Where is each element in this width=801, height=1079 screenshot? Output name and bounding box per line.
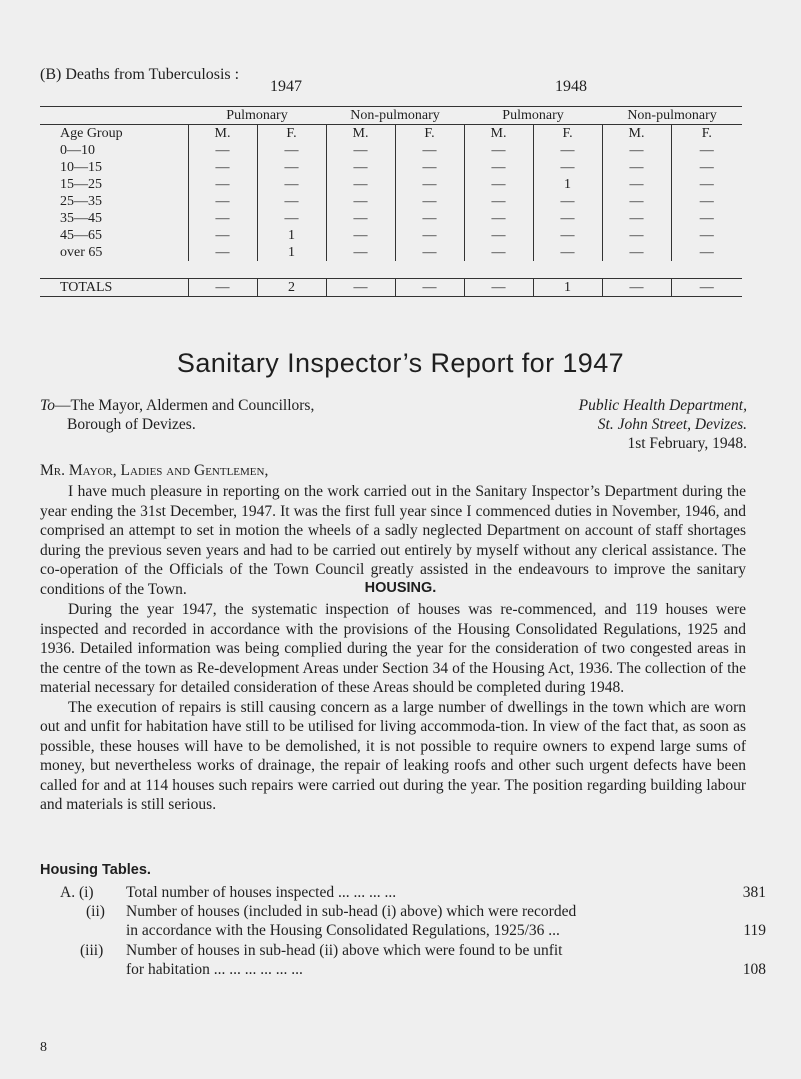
- table-cell: —: [188, 142, 257, 159]
- table-cell: —: [257, 142, 326, 159]
- addressee-line-2: Borough of Devizes.: [67, 416, 196, 433]
- table-cell: —: [188, 193, 257, 210]
- totals-label: TOTALS: [40, 279, 188, 297]
- table-cell: —: [326, 244, 395, 261]
- sex-header: F.: [395, 125, 464, 143]
- age-group-label: 0—10: [60, 143, 95, 158]
- housing-item-text: Number of houses (included in sub-head (i) above) which were recorded: [126, 903, 577, 920]
- table-cell: —: [671, 142, 742, 159]
- age-group-label: 25—35: [60, 194, 102, 209]
- sender-address: [579, 396, 747, 453]
- group-header-blank: [40, 107, 188, 125]
- age-group-header: Age Group: [60, 126, 123, 141]
- totals-cell: 1: [533, 279, 602, 297]
- housing-paragraph-1: During the year 1947, the systematic inspection of houses was re-commenced, and 119 houses were inspected and recorded in accordance with the provisions of the Housing Consolidated Regulations, 1925 and 1936. Detailed information was being complied during the year for the consideration of two congested areas in the centre of the town as Re-development Areas under Section 34 of the Housing Act, 1936. The collection of the material necessary for detailed consideration of these Areas should be completed during 1948.: [40, 601, 746, 696]
- intro-paragraph: I have much pleasure in reporting on the work carried out in the Sanitary Inspector’s Department during the year ending the 31st December, 1947. It was the first full year since I commenced duties in November, 1946, and comprised an attempt to set in motion the wheels of a sadly neglected Department on account of staff shortages during the previous seven years and had to be carried out entirely by myself without any clerical assistance. The co-operation of the Officials of the Town Council greatly assisted in the endeavours to improve the sanitary conditions of the Town.: [40, 483, 746, 598]
- age-group-label: over 65: [60, 245, 103, 260]
- table-row: [40, 142, 742, 159]
- group-header-row: [40, 107, 742, 125]
- table-cell: —: [326, 193, 395, 210]
- table-cell: 1: [257, 244, 326, 261]
- year-1948: 1948: [555, 78, 587, 95]
- sex-header-row: [40, 125, 742, 143]
- group-header: Non-pulmonary: [326, 107, 464, 125]
- housing-item-value: 381: [742, 884, 766, 901]
- table-row: [40, 193, 742, 210]
- sender-line-1: Public Health Department,: [578, 397, 747, 414]
- housing-paragraph-2: The execution of repairs is still causing concern as a large number of dwellings in the town which are worn out and unfit for habitation have still to be utilised for living accommoda-tion. In view of the fact that, as soon as possible, these houses will have to be demolished, it is not possible to require owners to expend large sums of money, but nevertheless works of drainage, the repair of leaking roofs and other such urgent defects have been called for and at 114 houses such repairs were carried out during the year. The position regarding building labour and materials is still serious.: [40, 698, 746, 813]
- table-cell: —: [257, 159, 326, 176]
- table-cell: —: [671, 244, 742, 261]
- totals-cell: —: [671, 279, 742, 297]
- totals-cell: —: [602, 279, 671, 297]
- table-cell: —: [671, 176, 742, 193]
- table-cell: —: [671, 227, 742, 244]
- sender-line-2: St. John Street, Devizes.: [597, 416, 747, 433]
- housing-item-text: for habitation ... ... ... ... ... ...: [126, 961, 303, 978]
- table-cell: —: [533, 193, 602, 210]
- table-row: [40, 227, 742, 244]
- table-spacer-row: [40, 261, 742, 279]
- housing-item-2: [40, 902, 766, 942]
- totals-cell: —: [326, 279, 395, 297]
- housing-item-marker: (ii): [86, 903, 105, 920]
- table-cell: —: [533, 227, 602, 244]
- table-row: [40, 176, 742, 193]
- totals-cell: —: [464, 279, 533, 297]
- housing-heading: HOUSING.: [364, 580, 437, 596]
- table-cell: —: [464, 227, 533, 244]
- table-cell: —: [188, 176, 257, 193]
- housing-item-text: Number of houses in sub-head (ii) above which were found to be unfit: [126, 942, 563, 959]
- table-cell: —: [464, 193, 533, 210]
- deaths-section-title: (B) Deaths from Tuberculosis :: [40, 66, 240, 83]
- sex-header: F.: [533, 125, 602, 143]
- report-title: Sanitary Inspector’s Report for 1947: [176, 348, 625, 378]
- report-date: 1st February, 1948.: [627, 435, 747, 452]
- housing-item-marker: A. (i): [60, 884, 94, 901]
- totals-cell: 2: [257, 279, 326, 297]
- housing-tables-heading: Housing Tables.: [40, 862, 151, 878]
- page-number: 8: [40, 1040, 47, 1055]
- table-cell: —: [395, 142, 464, 159]
- age-group-label: 10—15: [60, 160, 102, 175]
- sex-header: M.: [188, 125, 257, 143]
- table-cell: —: [326, 142, 395, 159]
- table-cell: —: [188, 227, 257, 244]
- table-cell: —: [602, 142, 671, 159]
- table-cell: —: [533, 159, 602, 176]
- sex-header: F.: [671, 125, 742, 143]
- table-cell: —: [395, 193, 464, 210]
- age-group-label: 15—25: [60, 177, 102, 192]
- housing-item-value: 119: [743, 922, 766, 939]
- table-cell: —: [671, 193, 742, 210]
- table-cell: —: [326, 159, 395, 176]
- sex-header: M.: [326, 125, 395, 143]
- table-cell: —: [188, 244, 257, 261]
- table-cell: —: [257, 193, 326, 210]
- totals-row: [40, 279, 742, 297]
- group-header: Non-pulmonary: [602, 107, 742, 125]
- housing-item-text: in accordance with the Housing Consolidated Regulations, 1925/36 ...: [126, 922, 560, 939]
- table-cell: —: [395, 210, 464, 227]
- table-cell: —: [602, 227, 671, 244]
- table-cell: —: [533, 210, 602, 227]
- table-row: [40, 244, 742, 261]
- to-prefix: To: [40, 397, 55, 414]
- year-1947: 1947: [270, 78, 302, 95]
- table-cell: —: [602, 176, 671, 193]
- totals-cell: —: [188, 279, 257, 297]
- age-group-label: 45—65: [60, 228, 102, 243]
- table-cell: —: [602, 244, 671, 261]
- table-cell: —: [464, 210, 533, 227]
- table-cell: —: [326, 176, 395, 193]
- housing-item-marker: (iii): [80, 942, 104, 959]
- table-cell: —: [602, 159, 671, 176]
- table-cell: —: [395, 176, 464, 193]
- table-cell: —: [188, 210, 257, 227]
- group-header: Pulmonary: [188, 107, 326, 125]
- table-cell: —: [671, 159, 742, 176]
- tuberculosis-deaths-table: [40, 106, 742, 297]
- table-cell: —: [533, 142, 602, 159]
- table-cell: —: [395, 159, 464, 176]
- housing-item-text: Total number of houses inspected ... ... ... ...: [126, 884, 397, 901]
- housing-item-3: [40, 941, 766, 981]
- table-cell: 1: [533, 176, 602, 193]
- table-cell: —: [602, 210, 671, 227]
- table-cell: —: [188, 159, 257, 176]
- table-cell: —: [602, 193, 671, 210]
- sex-header: F.: [257, 125, 326, 143]
- table-cell: —: [464, 244, 533, 261]
- table-cell: —: [326, 210, 395, 227]
- housing-item-value: 108: [742, 961, 766, 978]
- table-cell: —: [257, 210, 326, 227]
- housing-paragraphs: [40, 600, 746, 815]
- table-cell: —: [395, 227, 464, 244]
- addressee: [40, 396, 314, 434]
- table-cell: —: [464, 142, 533, 159]
- table-row: [40, 210, 742, 227]
- group-header: Pulmonary: [464, 107, 602, 125]
- addressee-line-1: [40, 396, 314, 415]
- table-cell: —: [671, 210, 742, 227]
- table-cell: —: [464, 159, 533, 176]
- table-cell: —: [464, 176, 533, 193]
- table-cell: 1: [257, 227, 326, 244]
- totals-cell: —: [395, 279, 464, 297]
- table-row: [40, 159, 742, 176]
- age-group-label: 35—45: [60, 211, 102, 226]
- table-cell: —: [533, 244, 602, 261]
- addressee-names: —The Mayor, Aldermen and Councillors,: [54, 397, 315, 414]
- table-cell: —: [257, 176, 326, 193]
- table-cell: —: [395, 244, 464, 261]
- salutation: Mr. Mayor, Ladies and Gentlemen,: [40, 462, 269, 479]
- table-cell: —: [326, 227, 395, 244]
- sex-header: M.: [464, 125, 533, 143]
- sex-header: M.: [602, 125, 671, 143]
